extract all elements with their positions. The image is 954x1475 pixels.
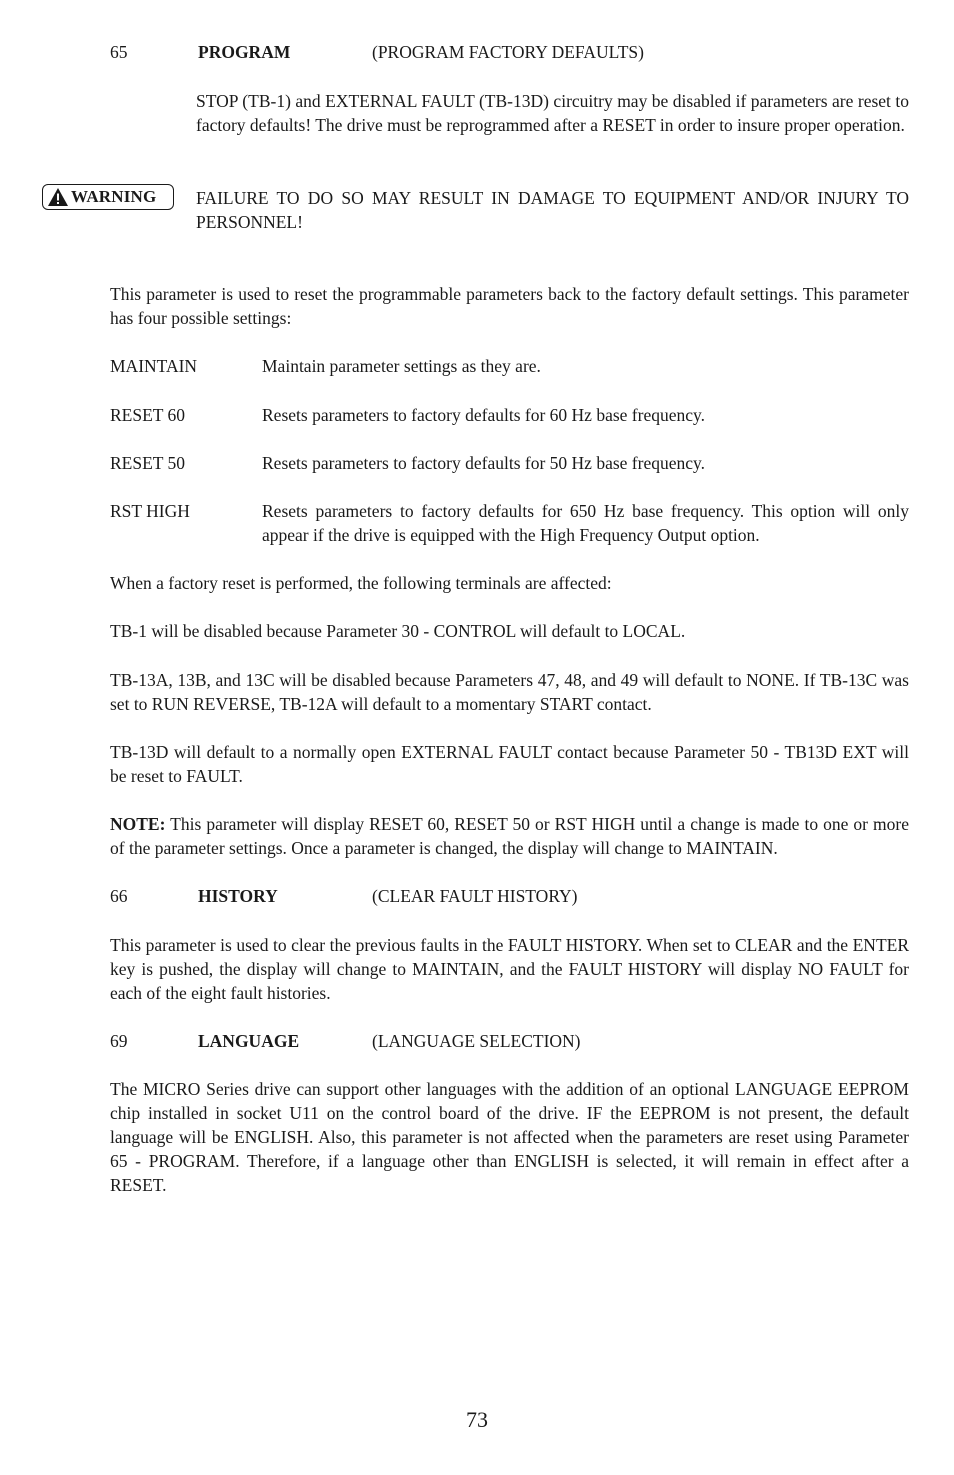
- tb13-paragraph: TB-13A, 13B, and 13C will be disabled because Parameters 47, 48, and 49 will default to NONE. If TB-13C was set to RUN REVERSE, TB-12A will default to a momentary START contact.: [110, 670, 909, 714]
- option-desc: Resets parameters to factory defaults for 60 Hz base frequency.: [262, 405, 705, 425]
- option-desc: Resets parameters to factory defaults for 650 Hz base frequency. This option will only appear if the drive is equipped with the High Frequency Output option.: [262, 501, 909, 545]
- warning-text: FAILURE TO DO SO MAY RESULT IN DAMAGE TO EQUIPMENT AND/OR INJURY TO PERSONNEL!: [196, 188, 909, 232]
- tb13d-paragraph: TB-13D will default to a normally open EXTERNAL FAULT contact because Parameter 50 - TB13D EXT will be reset to FAULT.: [110, 742, 909, 786]
- affected-intro: When a factory reset is performed, the following terminals are affected:: [110, 573, 612, 593]
- page-number: 73: [466, 1407, 488, 1432]
- param-69-number: 69: [110, 1031, 128, 1051]
- language-paragraph: The MICRO Series drive can support other languages with the addition of an optional LANGUAGE EEPROM chip installed in socket U11 on the control board of the drive. IF the EEPROM is not present, the default language will be ENGLISH. Also, this parameter is not affected when the parameters are reset using Parameter 65 - PROGRAM. Therefore, if a language other than ENGLISH is selected, it will remain in effect after a RESET.: [110, 1079, 909, 1195]
- param-66-number: 66: [110, 886, 128, 906]
- tb1-paragraph: TB-1 will be disabled because Parameter 30 - CONTROL will default to LOCAL.: [110, 621, 686, 641]
- note-text: This parameter will display RESET 60, RESET 50 or RST HIGH until a change is made to one or more of the parameter settings. Once a parameter is changed, the display will change to MAINTAIN.: [110, 814, 909, 858]
- param-65-description: (PROGRAM FACTORY DEFAULTS): [372, 42, 644, 62]
- program-intro: This parameter is used to reset the programmable parameters back to the factory default settings. This parameter has four possible settings:: [110, 284, 909, 328]
- history-paragraph: This parameter is used to clear the previous faults in the FAULT HISTORY. When set to CLEAR and the ENTER key is pushed, the display will change to MAINTAIN, and the FAULT HISTORY will display NO FAULT for each of the eight fault histories.: [110, 935, 909, 1003]
- option-desc: Resets parameters to factory defaults for 50 Hz base frequency.: [262, 453, 705, 473]
- note-paragraph: [110, 812, 909, 860]
- option-name: RST HIGH: [110, 501, 190, 521]
- warning-label: WARNING: [71, 187, 157, 206]
- param-66-description: (CLEAR FAULT HISTORY): [372, 886, 578, 906]
- param-65-number: 65: [110, 42, 128, 62]
- option-name: MAINTAIN: [110, 356, 198, 376]
- param-69-description: (LANGUAGE SELECTION): [372, 1031, 581, 1051]
- warning-triangle-icon: [47, 187, 69, 207]
- param-69-name: LANGUAGE: [198, 1031, 300, 1051]
- warning-badge: [42, 184, 174, 210]
- option-desc: Maintain parameter settings as they are.: [262, 356, 541, 376]
- param-66-name: HISTORY: [198, 886, 278, 906]
- note-label: NOTE:: [110, 814, 166, 834]
- caution-text: STOP (TB-1) and EXTERNAL FAULT (TB-13D) circuitry may be disabled if parameters are reset to factory defaults! The drive must be reprogrammed after a RESET in order to insure proper operation.: [196, 91, 909, 135]
- option-name: RESET 60: [110, 405, 186, 425]
- option-name: RESET 50: [110, 453, 186, 473]
- param-65-name: PROGRAM: [198, 42, 291, 62]
